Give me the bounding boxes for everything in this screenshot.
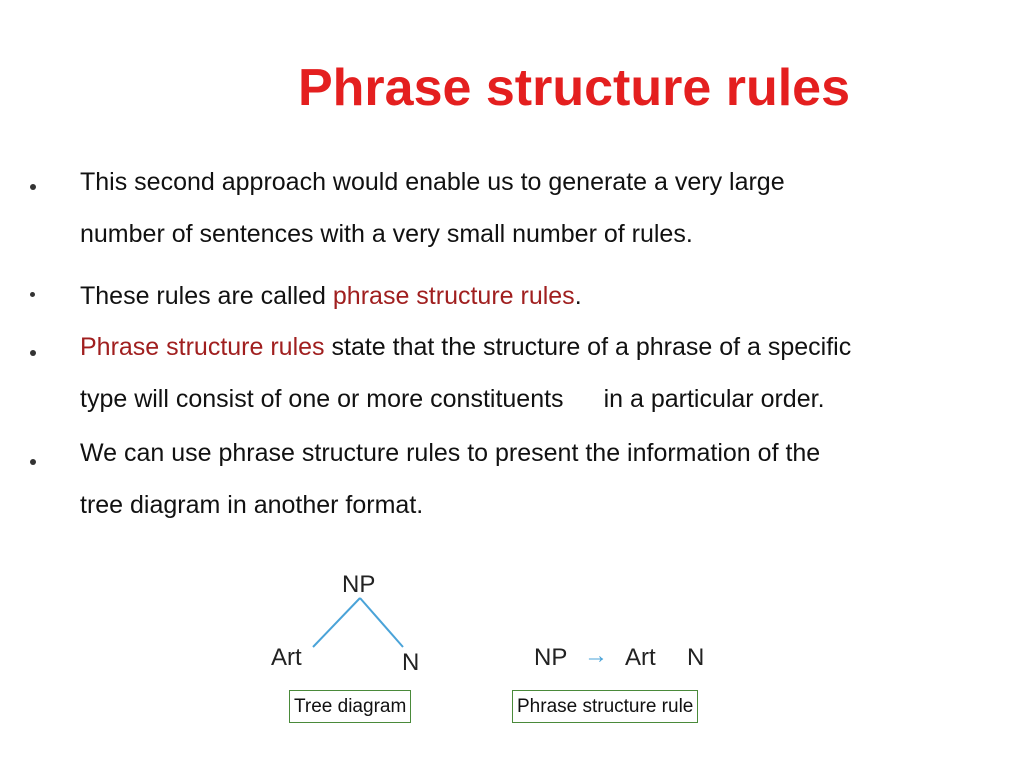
bullet-1-line-1: This second approach would enable us to generate a very large [80, 168, 785, 196]
bullet-2-prefix: These rules are called [80, 282, 333, 310]
bullet-3-line-2a: type will consist of one or more constituents [80, 385, 564, 413]
bullet-dot-icon [30, 292, 35, 297]
bullet-3-line-1 [80, 332, 851, 362]
tree-root-node: NP [342, 571, 376, 598]
bullet-2-highlight: phrase structure rules [332, 282, 575, 310]
bullet-3-rest: state that the structure of a phrase of a specific [324, 333, 852, 361]
slide-title: Phrase structure rules [297, 59, 851, 117]
bullet-dot-icon [30, 459, 36, 465]
rule-rhs-1: Art [625, 644, 656, 671]
bullet-2-line [80, 281, 582, 311]
tree-branch-left [313, 598, 360, 647]
bullet-2-suffix: . [574, 282, 582, 310]
bullet-3-highlight: Phrase structure rules [80, 333, 325, 361]
rule-rhs-2: N [687, 644, 705, 671]
rule-arrow-icon: → [584, 642, 608, 669]
bullet-3-line-2b: in a particular order. [603, 385, 825, 413]
phrase-structure-rule-caption: Phrase structure rule [512, 690, 698, 723]
tree-left-node: Art [271, 644, 302, 671]
tree-branch-right [360, 598, 403, 647]
tree-diagram-caption: Tree diagram [289, 690, 411, 723]
bullet-1-line-2: number of sentences with a very small number of rules. [80, 220, 693, 248]
bullet-dot-icon [30, 350, 36, 356]
bullet-dot-icon [30, 184, 36, 190]
bullet-3-line-2 [80, 384, 825, 414]
rule-lhs: NP [534, 644, 568, 671]
bullet-4-line-1: We can use phrase structure rules to present the information of the [80, 439, 821, 467]
tree-right-node: N [402, 649, 420, 676]
bullet-4-line-2: tree diagram in another format. [80, 491, 424, 519]
